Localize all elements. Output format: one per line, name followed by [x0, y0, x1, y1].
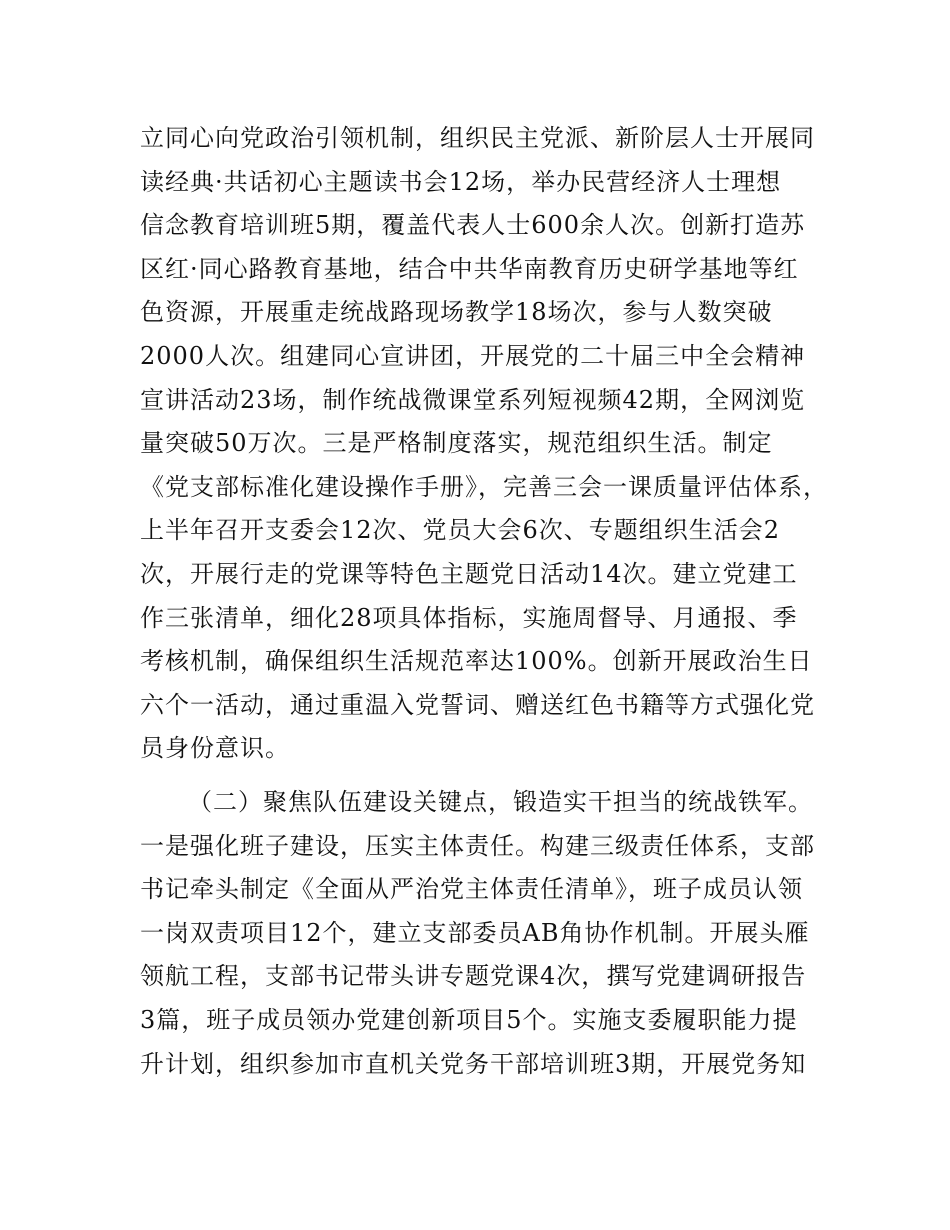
text-line: 立同心向党政治引领机制，组织民主党派、新阶层人士开展同: [140, 124, 815, 152]
text-line: 色资源，开展重走统战路现场教学18场次，参与人数突破: [140, 298, 773, 327]
text-line: 六个一活动，通过重温入党誓词、赠送红色书籍等方式强化党: [140, 690, 815, 719]
text-line: 宣讲活动23场，制作统战微课堂系列短视频42期，全网浏览: [140, 385, 806, 414]
text-line: 升计划，组织参加市直机关党务干部培训班3期，开展党务知: [140, 1049, 807, 1078]
text-line: 作三张清单，细化28项具体指标，实施周督导、月通报、季: [140, 603, 798, 632]
text-line: 读经典·共话初心主题读书会12场，举办民营经济人士理想: [140, 167, 782, 196]
text-line: 一岗双责项目12个，建立支部委员AB角协作机制。开展头雁: [140, 918, 810, 947]
text-line: 《党支部标准化建设操作手册》，完善三会一课质量评估体系，: [140, 472, 828, 501]
section-heading-line: （二）聚焦队伍建设关键点，锻造实干担当的统战铁军。: [188, 788, 813, 816]
text-line: 量突破50万次。三是严格制度落实，规范组织生活。制定: [140, 429, 773, 458]
paragraph-team-building: [140, 781, 820, 1086]
text-line: 上半年召开支委会12次、党员大会6次、专题组织生活会2: [140, 516, 781, 545]
text-line: 区红·同心路教育基地，结合中共华南教育历史研学基地等红: [140, 254, 799, 283]
text-line: 领航工程，支部书记带头讲专题党课4次，撰写党建调研报告: [140, 962, 807, 991]
text-line: 次，开展行走的党课等特色主题党日活动14次。建立党建工: [140, 559, 798, 588]
text-line: 信念教育培训班5期，覆盖代表人士600余人次。创新打造苏: [140, 211, 806, 240]
text-line: 书记牵头制定《全面从严治党主体责任清单》，班子成员认领: [140, 875, 803, 904]
paragraph-organization-life: [140, 117, 828, 771]
text-line: 一是强化班子建设，压实主体责任。构建三级责任体系，支部: [140, 831, 815, 860]
text-line: 2000人次。组建同心宣讲团，开展党的二十届三中全会精神: [140, 341, 806, 370]
text-line: 3篇，班子成员领办党建创新项目5个。实施支委履职能力提: [140, 1005, 798, 1034]
text-line: 考核机制，确保组织生活规范率达100%。创新开展政治生日: [140, 647, 813, 676]
text-line: 员身份意识。: [140, 734, 290, 763]
